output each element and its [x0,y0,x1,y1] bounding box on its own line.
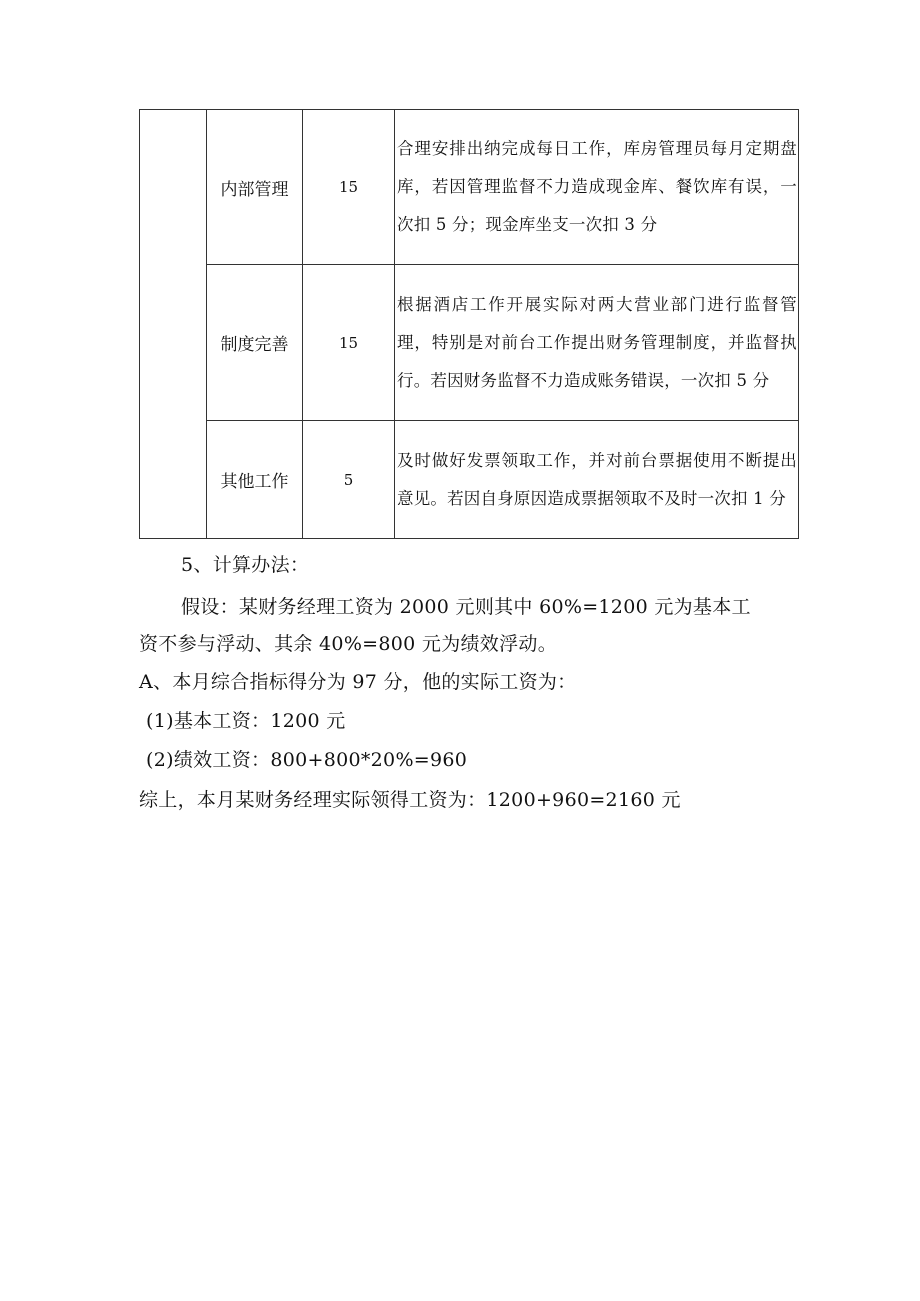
score-cell: 15 [303,110,395,265]
performance-salary-line: (2)绩效工资：800+800*20%=960 [146,749,468,771]
table-row [140,110,799,265]
section-heading: 5、计算办法： [181,554,310,576]
description-cell: 及时做好发票领取工作，并对前台票据使用不断提出意见。若因自身原因造成票据领取不及时一次扣 1 分 [395,421,799,539]
item-name-cell: 制度完善 [207,265,303,421]
score-cell: 5 [303,421,395,539]
case-a-line: A、本月综合指标得分为 97 分，他的实际工资为： [139,671,577,693]
description-cell: 合理安排出纳完成每日工作，库房管理员每月定期盘库，若因管理监督不力造成现金库、餐饮库有误，一次扣 5 分；现金库坐支一次扣 3 分 [395,110,799,265]
assumption-line-1: 假设：某财务经理工资为 2000 元则其中 60%=1200 元为基本工 [181,596,751,618]
table-row [140,265,799,421]
basic-salary-line: (1)基本工资：1200 元 [146,710,346,732]
category-cell [140,110,207,539]
item-name-cell: 内部管理 [207,110,303,265]
assumption-line-2: 资不参与浮动、其余 40%=800 元为绩效浮动。 [139,633,557,655]
item-name-cell: 其他工作 [207,421,303,539]
score-cell: 15 [303,265,395,421]
description-cell: 根据酒店工作开展实际对两大营业部门进行监督管理，特别是对前台工作提出财务管理制度，并监督执行。若因财务监督不力造成账务错误，一次扣 5 分 [395,265,799,421]
summary-line: 综上，本月某财务经理实际领得工资为：1200+960=2160 元 [139,789,681,811]
evaluation-table [139,109,799,539]
table-row [140,421,799,539]
